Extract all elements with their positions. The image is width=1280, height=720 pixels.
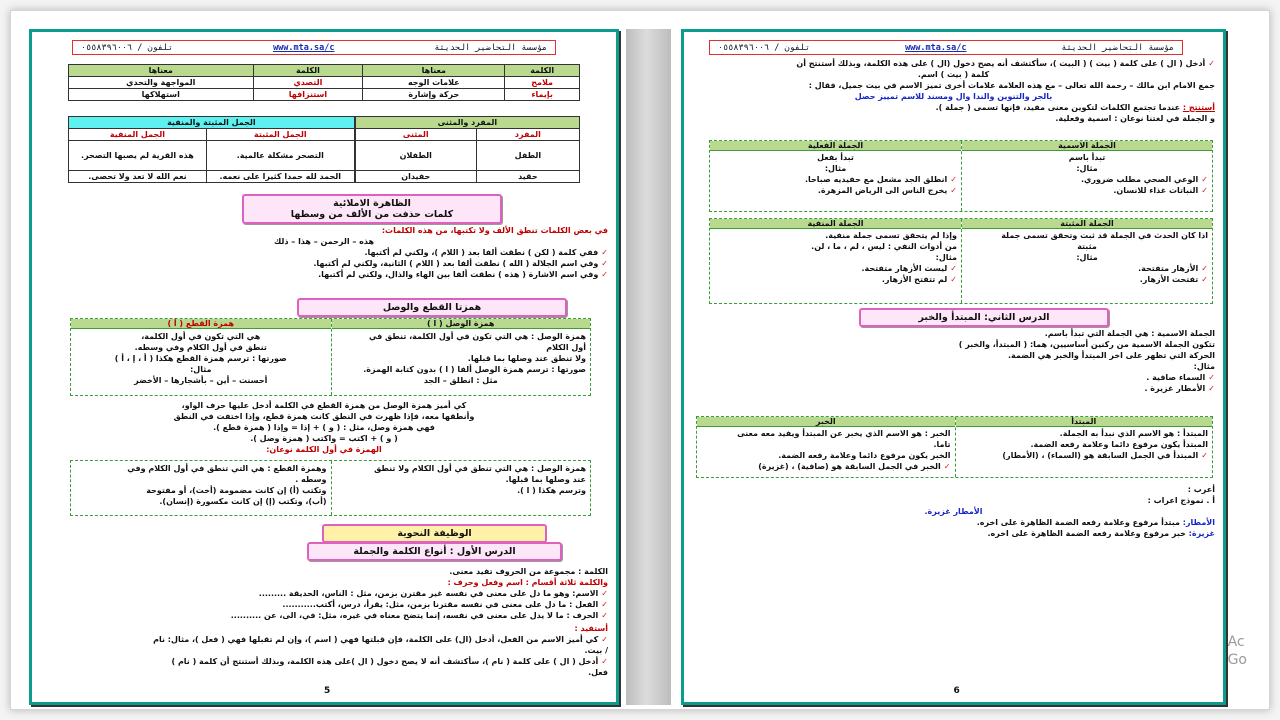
qat-line: مثال: [190, 365, 212, 374]
vocab-cell: ملامح [505, 77, 580, 89]
check-icon: ✓ [601, 635, 608, 644]
lesson2-example-text: السماء صافية . [1146, 373, 1206, 382]
verbal-example-text: يخرج الناس الى الرياض المزهرة. [817, 186, 948, 195]
vocab-header: معناها [69, 65, 254, 77]
hamza-rule [62, 400, 586, 455]
lesson2-title-box [859, 308, 1109, 327]
affirm-example-text: تفتحت الأزهار. [1139, 275, 1199, 284]
check-icon: ✓ [601, 270, 608, 279]
singular-title: المفرد والمثنى [355, 117, 579, 129]
nominal-line: تبدأ باسم [1068, 153, 1106, 162]
hamza-rule-line: فهي همزة وصل، مثل : ( و ) + إذا = وإذا ( همزة قطع ). [213, 423, 435, 432]
lesson2-title: الدرس الثاني: المبتدأ والخبر [918, 312, 1050, 323]
ostafeed-label: أستفيد : [574, 624, 608, 633]
nahw-item [40, 588, 608, 599]
vocab-cell: المواجهة والتحدي [69, 77, 254, 89]
summary-line: (أب)، وتكتب (إ) إن كانت مكسورة (إنسان). [159, 497, 327, 506]
imlaa-point-text: وفي اسم الاشارة ( هذه ) نطقت ألفا بين الهاء والذال، ولكني لم أكتبها. [318, 270, 599, 279]
top-line-text: أدخل ( ال ) على كلمة ( بيت ) ( البيت )، سأكتشف أنه يصح دخول (ال ) على هذه الكلمة، وبذلك أستنتج أن [796, 59, 1206, 68]
check-icon: ✓ [1201, 186, 1208, 195]
vocab-header: الكلمة [505, 65, 580, 77]
tip-line: فعل. [588, 668, 608, 677]
tip-line: / بيت. [584, 646, 608, 655]
vocab-cell: التصدي [253, 77, 363, 89]
summary-line: وسطه . [295, 475, 327, 484]
imlaa-point [40, 258, 608, 269]
hamza-rule-line: الهمزة في أول الكلمة نوعان: [266, 445, 382, 454]
qat-line: أحسنت – أين – بأشجارها – الأخضر [134, 376, 268, 385]
affirm-negate-box [709, 218, 1213, 304]
summary-line: وهمزة القطع : هي التي تنطق في أول الكلام وفي [127, 464, 327, 473]
check-icon: ✓ [950, 275, 957, 284]
header-phone: تلفون / ٠٥٥٨٣٩٦٠٠٦ [81, 42, 174, 53]
check-icon: ✓ [1201, 275, 1208, 284]
mubtada-khabar-box [696, 416, 1213, 478]
wasl-line: ولا تنطق عند وصلها بما قبلها. [467, 354, 586, 363]
negate-example [714, 274, 957, 285]
vocab-table [68, 64, 580, 101]
singular-table [355, 116, 580, 183]
singular-cell: الطفل [476, 141, 579, 171]
verbal-example [714, 174, 957, 185]
mubtada-column [955, 417, 1213, 477]
sentences-cell: التصحر مشكلة عالمية. [206, 141, 354, 171]
vocab-cell: بإيماء [505, 89, 580, 101]
sentences-header: الجمل المنفية [69, 129, 207, 141]
hamza-title: همزتا القطع والوصل [382, 302, 482, 313]
check-icon: ✓ [1201, 264, 1208, 273]
imlaa-point [40, 247, 608, 258]
mubtada-line: المبتدأ : هو الاسم الذي نبدأ به الجملة. [1059, 429, 1208, 438]
nominal-example-text: النباتات غذاء للانسان. [1113, 186, 1199, 195]
page-5 [29, 29, 619, 705]
check-icon: ✓ [943, 462, 951, 471]
lesson2-section [692, 328, 1215, 394]
hamza-box [70, 318, 591, 396]
wasl-line: مثل : انطلق – الجد [423, 376, 498, 385]
vocab-cell: حركة وإشارة [363, 89, 505, 101]
check-icon: ✓ [1208, 384, 1215, 393]
tip-text: أدخل ( ال ) على كلمة ( نام )، سأكتشف أنه لا يصح دخول ( ال )على هذه الكلمة، وبذلك أستنتج أن كلمة ( نام ) [171, 657, 599, 666]
page-6 [681, 29, 1226, 705]
check-icon: ✓ [601, 589, 608, 598]
lesson2-example [692, 372, 1215, 383]
page-number: 5 [324, 686, 331, 696]
nahw-line: والكلمة ثلاثة أقسام : اسم وفعل وحرف : [447, 578, 608, 587]
check-icon: ✓ [601, 657, 608, 666]
header-link[interactable]: www.mta.sa/c [273, 42, 335, 53]
sentences-title: الجمل المثبتة والمنفية [69, 117, 355, 129]
singular-cell: حقيد [476, 171, 579, 183]
vocab-cell: استهلاكها [69, 89, 254, 101]
check-icon: ✓ [601, 248, 608, 257]
negate-column [710, 219, 961, 303]
hamza-summary-wasl [331, 461, 591, 515]
negate-example-text: لم تتفتح الأزهار. [881, 275, 948, 284]
khabar-line: الخبر يكون مرفوع دائما وعلامة رفعه الضمة. [778, 451, 951, 460]
imlaa-point-text: ففي كلمة ( لكن ) نطقت ألفا بعد ( اللام )، ولكني لم أكتبها. [364, 248, 599, 257]
affirm-example [966, 263, 1208, 274]
wasl-column [331, 319, 591, 395]
khabar-column [697, 417, 955, 477]
singular-sentences-tables [68, 116, 580, 183]
qat-line: صورتها : ترسم همزة القطع هكذا ( أ ، إ ، أ ) [114, 354, 287, 363]
imlaa-section [40, 225, 608, 280]
imlaa-title-box [242, 194, 502, 224]
summary-line: وتكتب (أ) إن كانت مضمومة (أخت)، أو مفتوحة [146, 486, 327, 495]
activation-watermark [1228, 633, 1247, 669]
nominal-example-text: الوعي الصحي مطلب ضروري. [1080, 175, 1199, 184]
viewer-frame [10, 10, 1270, 710]
mubtada-line: المبتدأ يكون مرفوع دائما وعلامة رفعه الضمة. [1030, 440, 1208, 449]
check-icon: ✓ [1201, 175, 1208, 184]
lesson2-example-text: الأمطار غزيرة . [1144, 384, 1206, 393]
mubtada-example [960, 450, 1209, 461]
negate-line: مثال: [935, 253, 957, 262]
tip-line [40, 634, 608, 645]
sentences-cell: الحمد لله حمدا كثيرا على نعمه. [206, 171, 354, 183]
nominal-head: الجملة الاسمية [962, 141, 1212, 151]
earab-section [692, 484, 1215, 539]
imlaa-point-text: وفي اسم الجلالة ( الله ) نطقت ألفا بعد ( اللام ) الثانية، ولكني لم أكتبها. [313, 259, 599, 268]
book-spine [626, 29, 671, 705]
khabar-line: تاما. [933, 440, 951, 449]
negate-example-text: ليست الأزهار متفتحة. [861, 264, 948, 273]
singular-cell: الطفلان [355, 141, 476, 171]
negate-line: من أدوات النفي : ليس ، لم ، ما ، لن. [811, 242, 957, 251]
header-org: مؤسسة التحاضير الحديثة [1061, 42, 1174, 53]
khabar-example-text: الخبر في الجمل السابقة هو (صافية) ، (غزيرة) [758, 462, 941, 471]
page-header [709, 40, 1183, 55]
watermark-line: Go [1227, 652, 1247, 668]
wasl-line: همزة الوصل : هي التي تكون في أول الكلمة، تنطق في [368, 332, 586, 341]
qat-column [71, 319, 331, 395]
imlaa-words: هذه – الرحمن – هذا – ذلك [273, 237, 375, 246]
khabar-line: الخبر : هو الاسم الذي يخبر عن المبتدأ ويفيد معه معنى [737, 429, 951, 438]
header-org: مؤسسة التحاضير الحديثة [434, 42, 547, 53]
nominal-line: مثال: [1076, 164, 1098, 173]
ostantej-text: عندما تجتمع الكلمات لتكوين معنى مفيد، فإنها تسمى ( جملة ). [935, 103, 1181, 112]
tip-line [40, 656, 608, 667]
summary-line: همزة الوصل : هي التي تنطق في أول الكلام ولا تنطق [374, 464, 586, 473]
nahw-section [40, 566, 608, 678]
check-icon: ✓ [950, 264, 957, 273]
vocab-header: الكلمة [253, 65, 363, 77]
wasl-line: أول الكلام [546, 343, 586, 352]
affirm-example [966, 274, 1208, 285]
wasl-line: صورتها : ترسم همزة الوصل ألفا ( ا ) بدون كتابة الهمزة. [363, 365, 586, 374]
hamza-rule-line: ( و ) + اكتب = واكتب ( همزة وصل ). [250, 434, 398, 443]
verse: بالجر والتنوين والندا وال ومسند للاسم تمييز حصل [854, 92, 1053, 101]
nahw-item [40, 610, 608, 621]
page-number: 6 [953, 686, 960, 696]
mubtada-head: المبتدأ [956, 417, 1213, 427]
negate-example [714, 263, 957, 274]
summary-line: وترسم هكذا ( ا ). [517, 486, 586, 495]
check-icon: ✓ [601, 600, 608, 609]
affirm-line: مثبتة [1077, 242, 1097, 251]
singular-header: المثنى [355, 129, 476, 141]
types-line: و الجملة في لغتنا نوعان : اسمية وفعلية. [1055, 114, 1215, 123]
nominal-example [966, 174, 1208, 185]
qat-line: هي التي تكون في أول الكلمة، [141, 332, 261, 341]
imlaa-point [40, 269, 608, 280]
top-section [692, 58, 1215, 124]
watermark-line: Ac [1227, 634, 1245, 650]
earab-item [692, 517, 1215, 528]
negate-line: وإذا لم يتحقق تسمى جملة منفية. [825, 231, 957, 240]
sentences-cell: نعم الله لا تعد ولا تحصى. [69, 171, 207, 183]
lesson2-example [692, 383, 1215, 394]
singular-header: المفرد [476, 129, 579, 141]
verbal-example [714, 185, 957, 196]
sentences-cell: هذه القرية لم يصبها التصحر. [69, 141, 207, 171]
vocab-header: معناها [363, 65, 505, 77]
lesson2-line: الجملة الاسمية : هي الجملة التي تبدأ باسم. [1044, 329, 1215, 338]
ostantej-line [692, 102, 1215, 113]
lesson1-title: الدرس الأول : أنواع الكلمة والجملة [353, 546, 516, 557]
check-icon: ✓ [950, 175, 957, 184]
nominal-column [961, 141, 1212, 211]
vocab-cell: علامات الوجه [363, 77, 505, 89]
nahw-item-text: الحرف : ما لا يدل على معنى في نفسه، إنما يتضح معناه في غيره، مثل: في، الى، عن .......... [230, 611, 599, 620]
top-line [692, 58, 1215, 69]
check-icon: ✓ [950, 186, 957, 195]
qat-head: همزة القطع ( أ ) [71, 319, 331, 329]
mubtada-example-text: المبتدأ في الجمل السابقة هو (السماء) ، (الأمطار) [1002, 451, 1199, 460]
check-icon: ✓ [601, 259, 608, 268]
earab-item-text: مبتدأ مرفوع وعلامة رفعه الضمة الظاهرة على اخره. [976, 518, 1180, 527]
verbal-head: الجملة الفعلية [710, 141, 961, 151]
hamza-summary-qat [71, 461, 331, 515]
lesson2-line: تتكون الجملة الاسمية من ركنين أساسيين، هما: ( المبتدأ، والخبر ) [958, 340, 1215, 349]
wasl-head: همزة الوصل ( ا ) [332, 319, 591, 329]
lesson1-title-box [307, 542, 562, 561]
verbal-line: مثال: [824, 164, 847, 173]
negate-head: الجملة المنفية [710, 219, 961, 229]
summary-line: عند وصلها بما قبلها. [505, 475, 586, 484]
header-phone: تلفون / ٠٥٥٨٣٩٦٠٠٦ [718, 42, 811, 53]
nahw-title: الوظيفة النحوية [397, 528, 472, 539]
nahw-line: الكلمة : مجموعة من الحروف تفيد معنى. [449, 567, 608, 576]
lesson2-line: الحركة التي تظهر على اخر المبتدأ والخبر هي الضمة. [1008, 351, 1215, 360]
hamza-title-box [297, 298, 567, 317]
check-icon: ✓ [601, 611, 608, 620]
hamza-summary-box [70, 460, 591, 516]
header-link[interactable]: www.mta.sa/c [905, 42, 967, 53]
sentence-types-box [709, 140, 1213, 212]
vocab-cell: استنزافها [253, 89, 363, 101]
nominal-example [966, 185, 1208, 196]
affirm-line: مثال: [1076, 253, 1098, 262]
sentences-table [68, 116, 355, 183]
verbal-column [710, 141, 961, 211]
affirm-example-text: الأزهار متفتحة. [1138, 264, 1199, 273]
nahw-item-text: الاسم: وهو ما دل على معنى في نفسه غير مقترن بزمن، مثل : الناس، الحديقة ......... [258, 589, 599, 598]
verbal-line: تبدأ بفعل [817, 153, 854, 162]
imlaa-title: الظاهرة الاملائية [333, 198, 411, 209]
imlaa-intro: في بعض الكلمات تنطق الألف ولا تكتبها، من هذه الكلمات: [381, 226, 608, 235]
hamza-rule-line: كي أميز همزة الوصل من همزة القطع في الكلمة أدخل عليها حرف الواو، [181, 401, 467, 410]
nahw-item [40, 599, 608, 610]
check-icon: ✓ [1208, 373, 1215, 382]
affirm-column [961, 219, 1212, 303]
affirm-line: اذا كان الحدث في الجملة قد ثبت وتحقق تسمى جملة [1001, 231, 1208, 240]
earab-item [692, 528, 1215, 539]
verbal-example-text: انطلق الجد مشعل مع حفيديه صباحا. [804, 175, 948, 184]
khabar-example [701, 461, 951, 472]
lesson2-line: مثال: [1193, 362, 1215, 371]
earab-item-text: خبر مرفوع وعلامة رفعه الضمة الظاهرة على اخره. [987, 529, 1186, 538]
top-line: جمع الامام ابن مالك – رحمة الله تعالى – مع هذه العلامة علامات أخرى تميز الاسم في بيت جميل، فقال : [808, 81, 1215, 90]
check-icon: ✓ [1201, 451, 1208, 460]
imlaa-subtitle: كلمات حذفت من الألف من وسطها [290, 209, 454, 220]
earab-item-label: غزيرة: [1188, 529, 1215, 538]
nahw-title-box [322, 524, 547, 543]
nahw-item-text: الفعل : ما دل على معنى في نفسه مقترنا بزمن، مثل: يقرأ، درس، أكتب........... [282, 600, 599, 609]
page-header [72, 40, 556, 55]
tip-text: كي أميز الاسم من الفعل، أدخل (ال) على الكلمة، فإن قبلتها فهي ( اسم )، وإن لم تقبلها فهي ( فعل )، مثال: نام [153, 635, 599, 644]
affirm-head: الجملة المثبتة [962, 219, 1212, 229]
singular-cell: حفيدان [355, 171, 476, 183]
earab-line: أعرب : [1187, 485, 1215, 494]
check-icon: ✓ [1208, 59, 1215, 68]
khabar-head: الخبر [697, 417, 955, 427]
earab-example: الأمطار غزيرة. [924, 507, 983, 516]
earab-line: أ . نموذج اعراب : [1147, 496, 1215, 505]
qat-line: تنطق في أول الكلام وفي وسطه. [134, 343, 267, 352]
sentences-header: الجمل المثبتة [206, 129, 354, 141]
hamza-rule-line: وأنطقها معه، فإذا ظهرت في النطق كانت همزة قطع، وإذا اختفت في النطق [173, 412, 475, 421]
earab-item-label: الأمطار: [1182, 518, 1215, 527]
ostantej-label: أستنتج : [1182, 103, 1215, 112]
top-line: كلمة ( بيت ) اسم. [917, 70, 990, 79]
